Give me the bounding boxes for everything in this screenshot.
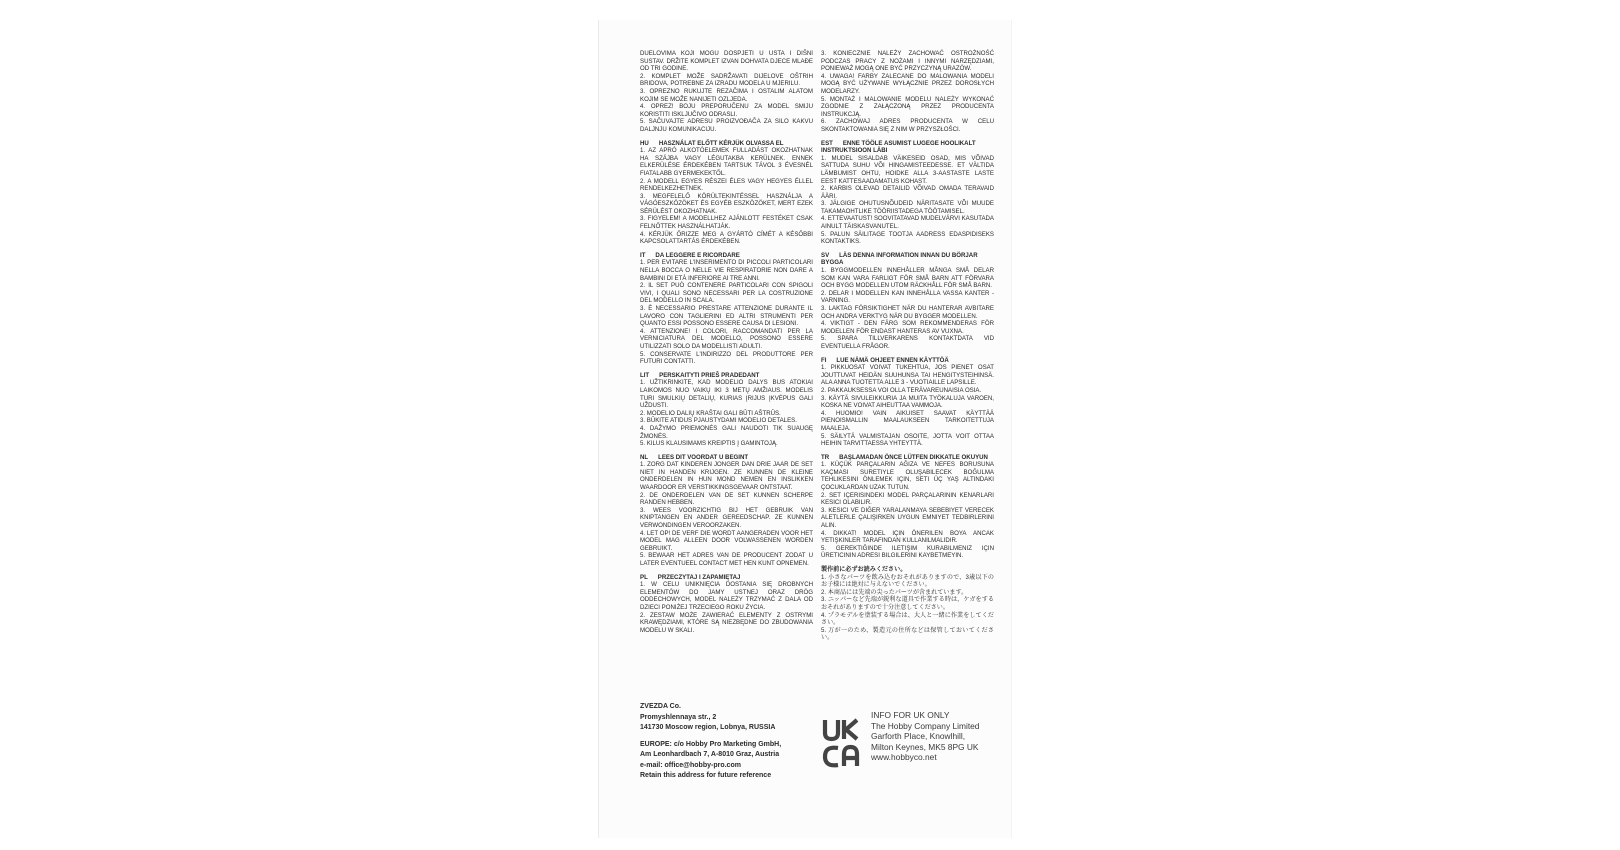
instruction-item: 2. A MODELL EGYES RÉSZEI ÉLES VAGY HEGYES ÉLLEL RENDELKEZHETNEK.	[640, 177, 813, 193]
section-title: LEES DIT VOORDAT U BEGINT	[658, 453, 749, 461]
section-heading	[821, 252, 994, 267]
instruction-item: 3. WEES VOORZICHTIG BIJ HET GEBRUIK VAN KNIPTANGEN EN ANDER GEREEDSCHAP. ZE KUNNEN VERWONDINGEN VEROORZAKEN.	[640, 506, 813, 530]
instruction-item: 2. DELAR I MODELLEN KAN INNEHÅLLA VASSA KANTER - VARNING.	[821, 289, 994, 305]
language-section	[640, 252, 813, 366]
instruction-item: 4. DIKKAT! MODEL IÇIN ÖNERILEN BOYA ANCAK YETIŞKINLER TARAFINDAN KULLANILMALIDIR.	[821, 529, 994, 545]
section-heading	[640, 252, 813, 260]
instruction-item: 3. KESICI VE DIĞER YARALANMAYA SEBEBIYET VERECEK ALETLERLE ÇALIŞIRKEN UYGUN EMNIYET TEDBIRLERINI ALIN.	[821, 506, 994, 530]
instruction-item: 4. ETTEVAATUST! SOOVITATAVAD MUDELVÄRVI KASUTADA AINULT TÄISKASVANUTEL.	[821, 215, 994, 231]
instruction-item: 5. SÄILYTÄ VALMISTAJAN OSOITE, JOTTA VOIT OTTAA HEIHIN TARVITTAESSA YHTEYTTÄ.	[821, 432, 994, 448]
instruction-item: 5. SAČUVAJTE ADRESU PROIZVOĐAČA ZA SILO KAKVU DALJNJU KOMUNIKACIJU.	[640, 118, 813, 133]
instruction-item: 4. プラモデルを塗装する場合は、大人と一緒に作業をしてください。	[821, 611, 994, 627]
instruction-item: 1. UŽTIKRINKITE, KAD MODELIO DALYS BUS ATOKIAI LAIKOMOS NUO VAIKŲ IKI 3 METŲ AMŽIAUS. MODELIS TURI SMULKIŲ DETALIŲ, KURIAS ĮRIJUS ĮKVĖPUS GALI UŽDUSTI.	[640, 379, 813, 410]
section-title: DA LEGGERE E RICORDARE	[655, 251, 740, 259]
uk-info	[871, 710, 1021, 763]
instruction-sheet	[598, 20, 1012, 838]
instruction-item: 1. W CELU UNIKNIĘCIA DOSTANIA SIĘ DROBNYCH ELEMENTÓW DO JAMY USTNEJ ORAZ DRÓG ODDECHOWYCH, MODEL NALEŻY TRZYMAĆ Z DALA OD DZIECI PONIŻEJ TRZECIEGO ROKU ŻYCIA.	[640, 581, 813, 611]
language-code: IT	[640, 251, 646, 259]
language-section	[821, 454, 994, 560]
language-section	[821, 357, 994, 448]
instruction-item: 4. LET OP! DE VERF DIE WORDT AANGERADEN VOOR HET MODEL MAG ALLEEN DOOR VOLWASSENEN WORDEN GEBRUIKT.	[640, 529, 813, 552]
language-section	[640, 50, 813, 134]
eu-address-line-1: EUROPE: c/o Hobby Pro Marketing GmbH,	[640, 740, 782, 748]
instruction-item: 2. MODELIO DALIŲ KRAŠTAI GALI BŪTI AŠTRŪS.	[640, 409, 781, 417]
section-title: 製作前に必ずお読みください。	[821, 566, 907, 573]
instruction-item: 2. ZESTAW MOŻE ZAWIERAĆ ELEMENTY Z OSTRYMI KRAWĘDZIAMI, KTÓRE SĄ NIEZBĘDNE DO ZBUDOWANIA MODELU W SKALI.	[640, 611, 813, 634]
instruction-item: 3. È NECESSARIO PRESTARE ATTENZIONE DURANTE IL LAVORO CON TAGLIERINI ED ALTRI STRUMENTI PER QUANTO ESSI POSSONO ESSERE CAUSA DI LESIONI.	[640, 305, 813, 328]
retain-note: Retain this address for future reference	[640, 772, 772, 779]
instruction-item: 2. DE ONDERDELEN VAN DE SET KUNNEN SCHERPE RANDEN HEBBEN.	[640, 491, 813, 507]
language-code: HU	[640, 139, 649, 147]
instruction-item: 3. OPREZNO RUKUJTE REZAČIMA I OSTALIM ALATOM KOJIM SE MOŽE NANIJETI OZLJEDA.	[640, 87, 813, 103]
language-code: TR	[821, 453, 830, 461]
instruction-item: 3. ニッパーなど先端が鋭利な道具で作業する時は、ケガをするおそれがありますので十分注意してください。	[821, 596, 994, 611]
section-heading	[821, 454, 994, 462]
section-title: PRZECZYTAJ I ZAPAMIĘTAJ	[657, 573, 741, 581]
instruction-item: 2. PAKKAUKSESSA VOI OLLA TERÄVAREUNAISIA OSIA.	[821, 386, 982, 394]
instruction-item: 4. VIKTIGT - DEN FÄRG SOM REKOMMENDERAS FÖR MODELLEN FÖR ENDAST HANTERAS AV VUXNA.	[821, 320, 994, 335]
section-heading	[821, 140, 994, 155]
instruction-item: 3. JÄLGIGE OHUTUSNÕUDEID NÄRITASATE VÕI MUUDE TAKAMAOHTLIKE TÖÖRIISTADEGA TÖÖTAMISEL.	[821, 200, 994, 215]
instruction-item: 4. KÉRJÜK ŐRIZZE MEG A GYÁRTÓ CÍMÉT A KÉSŐBBI KAPCSOLATTARTÁS ÉRDEKÉBEN.	[640, 230, 813, 246]
instruction-item: 5. BEWAAR HET ADRES VAN DE PRODUCENT ZODAT U LATER EVENTUEEL CONTACT MET HEN KUNT OPNEMEN.	[640, 552, 813, 567]
instruction-item: 4. DAŽYMO PRIEMONĖS GALI NAUDOTI TIK SUAUGĘ ŽMONĖS.	[640, 424, 813, 440]
instruction-item: DUELOVIMA KOJI MOGU DOSPJETI U USTA I DIŠNI SUSTAV. DRŽITE KOMPLET IZVAN DOHVATA DJECE MLAĐE OD TRI GODINE.	[640, 50, 813, 73]
eu-email: e-mail: office@hobby-pro.com	[640, 761, 741, 769]
language-section	[640, 372, 813, 448]
company-name: ZVEZDA Co.	[640, 703, 681, 710]
instruction-item: 5. CONSERVATE L'INDIRIZZO DEL PRODUTTORE PER FUTURI CONTATTI.	[640, 350, 813, 366]
instruction-item: 5. 万が一のため、製造元の住所などは保管しておいてください。	[821, 626, 994, 642]
section-title: LUE NÄMÄ OHJEET ENNEN KÄYTTÖÄ	[836, 356, 949, 364]
instruction-item: 1. PER EVITARE L'INSERIMENTO DI PICCOLI PARTICOLARI NELLA BOCCA O NELLE VIE RESPIRATORIE NON DARE A BAMBINI DI ETÀ INFERIORE AI TRE ANNI.	[640, 259, 813, 282]
section-title: BAŞLAMADAN ÖNCE LÜTFEN DIKKATLE OKUYUN	[839, 453, 988, 461]
instruction-item: 2. IL SET PUÒ CONTENERE PARTICOLARI CON SPIGOLI VIVI, I QUALI SONO NECESSARI PER LA COSTRUZIONE DEL MODELLO IN SCALA.	[640, 282, 813, 305]
uk-info-line: INFO FOR UK ONLY	[871, 710, 950, 720]
instruction-item: 6. ZACHOWAJ ADRES PRODUCENTA W CELU SKONTAKTOWANIA SIĘ Z NIM W PRZYSZŁOŚCI.	[821, 118, 994, 133]
ukca-mark-icon	[822, 718, 860, 768]
instruction-item: 1. KÜÇÜK PARÇALARIN AĞIZA VE NEFES BORUSUNA KAÇMASI SURETIYLE OLUŞABILECEK BOĞULMA TEHLIKESINI ÖNLEMEK IÇIN, SETI ÜÇ YAŞ ALTINDAKI ÇOCUKLARDAN UZAK TUTUN.	[821, 461, 994, 492]
section-heading	[640, 574, 813, 582]
language-section	[640, 454, 813, 568]
instruction-item: 4. HUOMIO! VAIN AIKUISET SAAVAT KÄYTTÄÄ PIENOISMALLIN MAALAUKSEEN TARKOITETTUJA MAALEJA.	[821, 409, 994, 432]
language-section	[821, 566, 994, 642]
language-code: PL	[640, 573, 648, 581]
instruction-item: 3. KÄYTÄ SIVULEIKKURIA JA MUITA TYÖKALUJA VAROEN, KOSKA NE VOIVAT AIHEUTTAA VAMMOJA.	[821, 394, 994, 410]
language-section	[821, 50, 994, 134]
instruction-item: 1. AZ APRÓ ALKOTÓELEMEK FULLADÁST OKOZHATNAK HA SZÁJBA VAGY LÉGUTAKBA KERÜLNEK. ENNEK ELKERÜLÉSE ÉRDEKÉBEN TARTSUK TÁVOL 3 ÉVESNÉL FIATALABB GYERMEKEKTŐL.	[640, 147, 813, 177]
language-code: NL	[640, 453, 649, 461]
section-heading	[821, 357, 994, 365]
language-section	[640, 140, 813, 246]
instruction-item: 2. KOMPLET MOŽE SADRŽAVATI DIJELOVE OŠTRIH BRIDOVA, POTREBNE ZA IZRADU MODELA U MJERILU.	[640, 72, 813, 88]
company-city: 141730 Moscow region, Lobnya, RUSSIA	[640, 724, 776, 731]
section-heading	[640, 454, 813, 462]
instruction-item: 4. ATTENZIONE! I COLORI, RACCOMANDATI PER LA VERNICIATURA DEL MODELLO, POSSONO ESSERE UTILIZZATI SOLO DA MODELLISTI ADULTI.	[640, 327, 813, 350]
instruction-item: 3. MEGFELELŐ KÖRÜLTEKINTÉSSEL HASZNÁLJA A VÁGÓESZKÖZÖKET ÉS EGYÉB ESZKÖZÖKET, MERT EZEK SÉRÜLÉST OKOZHATNAK.	[640, 192, 813, 215]
section-title: LÄS DENNA INFORMATION INNAN DU BÖRJAR BYGGA	[821, 251, 978, 267]
instruction-item: 1. ZORG DAT KINDEREN JONGER DAN DRIE JAAR DE SET NIET IN HANDEN KRIJGEN. ZE KUNNEN DE KLEINE ONDERDELEN IN HUN MOND NEMEN EN INSLIKKEN WAARDOOR ER VERSTIKKINGSGEVAAR ONTSTAAT.	[640, 461, 813, 492]
uk-info-line: Garforth Place, Knowlhill,	[871, 731, 966, 742]
language-code: FI	[821, 356, 827, 364]
language-code: SV	[821, 251, 830, 259]
instruction-item: 2. KARBIS OLEVAD DETAILID VÕIVAD OMADA TERAVAID ÄÄRI.	[821, 185, 994, 200]
instruction-item: 5. PALUN SÄILITAGE TOOTJA AADRESS EDASPIDISEKS KONTAKTIKS.	[821, 230, 994, 246]
uk-info-line: Milton Keynes, MK5 8PG UK	[871, 741, 979, 752]
instruction-item: 5. MONTAŻ I MALOWANIE MODELU NALEŻY WYKONAĆ ZGODNIE Z ZAŁĄCZONĄ PRZEZ PRODUCENTA INSTRUKCJĄ.	[821, 95, 994, 118]
instruction-item: 1. BYGGMODELLEN INNEHÅLLER MÅNGA SMÅ DELAR SOM KAN VARA FARLIGT FÖR SMÅ BARN ATT FÖRVARA OCH BYGG MODELLEN UTOM RÄCKHÅLL FÖR SMÅ BARN.	[821, 267, 994, 290]
section-title: ENNE TÖÖLE ASUMIST LUGEGE HOOLIKALT INSTRUKTSIOON LÄBI	[821, 139, 976, 155]
instruction-item: 3. BŪKITE ATIDUS PJAUSTYDAMI MODELIO DETALES.	[640, 417, 797, 425]
instruction-item: 3. FIGYELEM! A MODELLHEZ AJÁNLOTT FESTÉKET CSAK FELNŐTTEK HASZNÁLHATJÁK.	[640, 215, 813, 231]
instruction-item: 4. OPREZ! BOJU PREPORUČENU ZA MODEL SMIJU KORISTITI ISKLJUČIVO ODRASLI.	[640, 103, 813, 118]
instruction-item: 1. MUDEL SISALDAB VÄIKESEID OSAD, MIS VÕIVAD SATTUDA SUHU VÕI HINGAMISTEEDESSE. ET VÄLTIDA LÄMBUMIST OHTU, HOIDKE ALLA 3-AASTASTE LASTE EEST KATTESAADAMATUS KOHAST.	[821, 154, 994, 185]
instruction-item: 5. SPARA TILLVERKARENS KONTAKTDATA VID EVENTUELLA FRÅGOR.	[821, 335, 994, 350]
instruction-item: 2. SET IÇERISINDEKI MODEL PARÇALARININ KENARLARI KESICI OLABILIR.	[821, 491, 994, 507]
section-title: PERSKAITYTI PRIEŠ PRADEDANT	[659, 371, 760, 379]
manufacturer-contact	[640, 702, 820, 782]
instruction-item: 5. GEREKTIĞINDE ILETIŞIM KURABILMENIZ IÇIN ÜRETICININ ADRESI BILGILERINI KAYBETMEYIN.	[821, 544, 994, 560]
section-heading	[640, 140, 813, 148]
instruction-item: 1. PIKKUOSAT VOIVAT TUKEHTUA, JOS PIENET OSAT JOUTTUVAT HEIDÄN SUUHUNSA TAI HENGITYSTEIHINSÄ. ALA ANNA TUOTETTA ALLE 3 - VUOTIAILLE LAPSILLE.	[821, 364, 994, 387]
instruction-item: 3. LAKTAG FÖRSIKTIGHET NÄR DU HANTERAR AVBITARE OCH ANDRA VERKTYG NÄR DU BYGGER MODELLEN.	[821, 305, 994, 320]
language-section	[821, 140, 994, 246]
instruction-item: 1. 小さなパーツを飲み込むおそれがありますので、3歳以下のお子様には絶対に与えないでください。	[821, 573, 994, 589]
language-section	[821, 252, 994, 351]
section-title: HASZNÁLAT ELŐTT KÉRJÜK OLVASSA EL	[658, 139, 784, 147]
right-column	[821, 50, 994, 648]
uk-info-line: The Hobby Company Limited	[871, 720, 980, 731]
instruction-item: 5. KILUS KLAUSIMAMS KREIPTIS Į GAMINTOJĄ.	[640, 440, 778, 448]
language-section	[640, 574, 813, 635]
instruction-item: 4. UWAGA! FARBY ZALECANE DO MALOWANIA MODELI MOGĄ BYĆ UŻYWANE WYŁĄCZNIE PRZEZ DOROSŁYCH MODELARZY.	[821, 72, 994, 95]
company-street: Promyshlennaya str., 2	[640, 713, 717, 721]
eu-address-line-2: Am Leonhardbach 7, A-8010 Graz, Austria	[640, 751, 780, 758]
instruction-item: 3. KONIECZNIE NALEŻY ZACHOWAĆ OSTROŻNOŚĆ PODCZAS PRACY Z NOŻAMI I INNYMI NARZĘDZIAMI, PONIEWAŻ MOGĄ ONE BYĆ PRZYCZYNĄ URAZÓW.	[821, 50, 994, 73]
section-heading	[821, 566, 994, 574]
language-code: EST	[821, 139, 833, 147]
instruction-item: 2. 本商品には先端の尖ったパーツが含まれています。	[821, 588, 968, 596]
language-code: LIT	[640, 371, 650, 379]
left-column	[640, 50, 813, 640]
uk-info-line: www.hobbyco.net	[871, 752, 937, 763]
